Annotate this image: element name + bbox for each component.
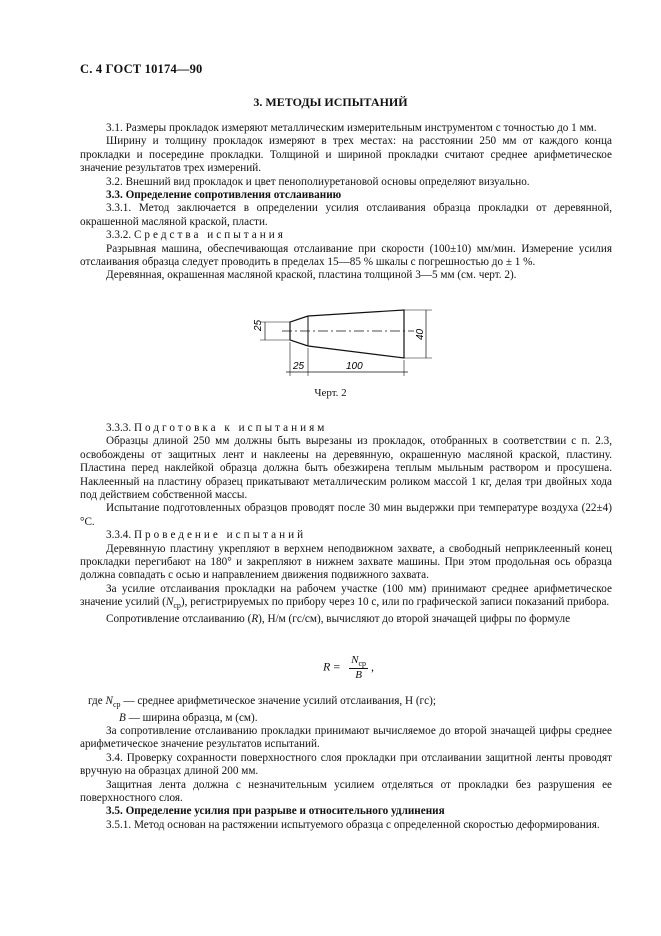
where-line-b: [80, 712, 612, 725]
heading-3-5: 3.5. Определение усилия при разрыве и относительного удлинения: [106, 805, 445, 818]
resistance-text-1: Сопротивление отслаиванию (: [106, 612, 252, 625]
formula-tail: ,: [371, 659, 375, 674]
heading-3-3-4: [80, 529, 612, 542]
paragraph-3-1-width: Ширину и толщину прокладок измеряют в трех местах: на расстоянии 250 мм от каждого конца прокладки и посередине прокладки. Толщиной и шириной прокладки считают среднее арифметическое значение результатов трех измерений.: [80, 135, 612, 175]
dim-height-right: 40: [415, 328, 426, 340]
where-symbol-sub: ср: [112, 700, 121, 710]
paragraph-3-3-2-machine: Разрывная машина, обеспечивающая отслаивание при скорости (100±10) мм/мин. Измерение усилия отслаивания образца следует проводить в пределах 15—85 % шкалы с погрешностью до ± 1 %.: [80, 242, 612, 269]
formula-num-symbol: N: [351, 654, 359, 666]
paragraph-result: За сопротивление отслаиванию прокладки принимают вычисляемое до второй значащей цифры среднее арифметическое значение результатов испытаний.: [80, 725, 612, 751]
page-header: С. 4 ГОСТ 10174—90: [80, 62, 203, 76]
heading-3-3-2-number: 3.3.2.: [106, 229, 132, 242]
where-text-n: — среднее арифметическое значение усилий отслаивания, Н (гс);: [120, 695, 436, 707]
force-symbol-sub: ср: [173, 601, 181, 611]
specimen-outline: [290, 310, 404, 358]
heading-3-3-3: [80, 422, 612, 435]
resistance-symbol-r: R: [251, 612, 259, 625]
formula-lhs: R: [323, 659, 331, 674]
text-block-bottom: [80, 422, 612, 626]
formula-numerator: [349, 654, 368, 669]
paragraph-3-4: 3.4. Проверку сохранности поверхностного слоя прокладки при отслаивании защитной ленты проводят вручную на образцах длиной 200 мм.: [80, 751, 612, 778]
paragraph-3-4-tape: Защитная лента должна с незначительным усилием отделяться от прокладки без разрушения ее поверхностного слоя.: [80, 778, 612, 805]
force-symbol-n: N: [165, 596, 174, 609]
heading-3-3-4-number: 3.3.4.: [106, 529, 132, 542]
heading-3-3-4-title: Проведение испытаний: [133, 529, 307, 542]
formula-denominator: B: [355, 669, 362, 682]
formula: [323, 654, 374, 681]
formula-num-sub: ср: [358, 659, 367, 669]
heading-3-3-2: [80, 229, 612, 242]
heading-3-3-2-title: Средства испытания: [133, 229, 286, 242]
paragraph-3-2: 3.2. Внешний вид прокладок и цвет пенополиуретановой основы определяют визуально.: [106, 175, 530, 188]
heading-3-3-3-number: 3.3.3.: [106, 422, 132, 434]
paragraph-3-3-4-force: [80, 583, 612, 613]
dim-bottom-main: 100: [346, 361, 363, 372]
force-text-2: ), регистрируемых по прибору через 10 с, или по графической записи показаний прибора.: [180, 596, 610, 609]
resistance-text-2: ), Н/м (гс/см), вычисляют до второй значащей цифры по формуле: [258, 612, 571, 625]
where-symbol-b: B: [119, 711, 126, 724]
paragraph-3-5-1: 3.5.1. Метод основан на растяжении испытуемого образца с определенной скоростью деформирования.: [106, 818, 600, 831]
paragraph-3-3-3-samples: Образцы длиной 250 мм должны быть вырезаны из прокладок, отобранных в соответствии с п. 2.3, освобождены от защитных лент и наклеены на деревянную, окрашенную масляной краской, пластину. Пластина перед наклейкой образца должна быть обезжирена теплым мыльным раствором и просушена. Наклеенный на пластину образец прикатывают металлическим роликом массой 1 кг, делая три двойных хода под действием собственной массы.: [80, 435, 612, 502]
force-text-1: За усилие отслаивания прокладки на рабочем участке (100 мм) принимают среднее арифметическое значение усилий (: [80, 582, 612, 609]
formula-eq: =: [333, 659, 341, 674]
paragraph-3-3-4-mounting: Деревянную пластину укрепляют в верхнем неподвижном захвате, а свободный неприклеенный конец прокладки перегибают на 180° и закрепляют в нижнем захвате машины. При этом продольная ось образца должна совпадать с осью и направлением движения подвижного захвата.: [80, 542, 612, 582]
heading-3-3: 3.3. Определение сопротивления отслаиванию: [106, 189, 342, 202]
where-text-b: — ширина образца, м (см).: [125, 711, 258, 724]
where-line-n: [80, 695, 612, 712]
paragraph-3-3-4-resistance: [80, 613, 612, 626]
paragraph-3-3-3-conditioning: Испытание подготовленных образцов проводят после 30 мин выдержки при температуре воздуха (22±4)°С.: [80, 502, 612, 528]
where-symbol-n: N: [105, 695, 113, 707]
section-title: 3. МЕТОДЫ ИСПЫТАНИЙ: [253, 95, 408, 109]
text-block-top: [80, 122, 612, 283]
formula-fraction: [349, 654, 368, 681]
dim-bottom-left: 25: [293, 361, 305, 372]
where-prefix: где: [88, 695, 106, 707]
text-block-end: [80, 695, 612, 832]
heading-3-3-3-title: Подготовка к испытаниям: [133, 422, 328, 434]
paragraph-3-3-1: 3.3.1. Метод заключается в определении усилия отслаивания образца прокладки от деревянной, окрашенной масляной краской, пласти.: [80, 202, 612, 228]
dim-height-left: 25: [253, 319, 264, 331]
paragraph-3-3-2-plate: Деревянная, окрашенная масляной краской, пластина толщиной 3—5 мм (см. черт. 2).: [106, 269, 517, 282]
drawing-caption: Черт. 2: [314, 387, 347, 399]
drawing-2: [240, 300, 460, 380]
paragraph-3-1: 3.1. Размеры прокладок измеряют металлическим измерительным инструментом с точностью до 1 мм.: [106, 122, 597, 134]
